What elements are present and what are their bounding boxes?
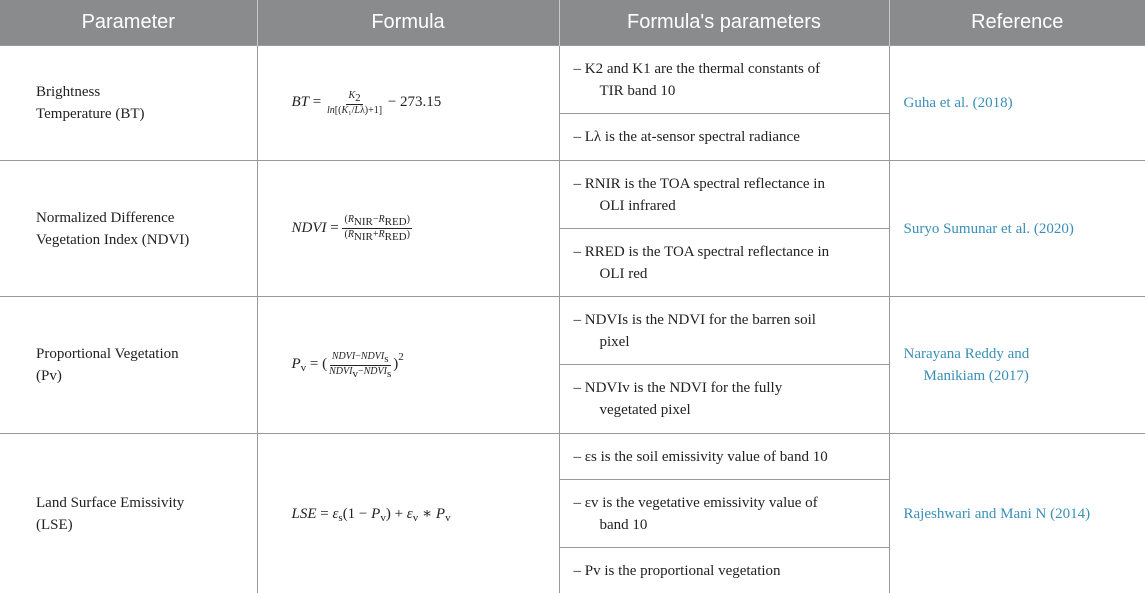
parameter-cell — [0, 297, 257, 434]
table-row — [0, 161, 1145, 297]
param-line: – RNIR is the TOA spectral reflectance in — [574, 173, 879, 195]
parameter-cell — [0, 434, 257, 593]
reference-link[interactable]: Narayana Reddy and — [904, 343, 1145, 365]
formula-ndvi: NDVI = $\frac{\text{(RNIR−RRED)}}{\text{(RNIR+RRED)}}$ — [292, 220, 412, 236]
reference-link[interactable]: Manikiam (2017) — [904, 365, 1145, 387]
header-reference: Reference — [889, 0, 1145, 46]
formula-params-cell — [559, 46, 889, 161]
param-item — [560, 229, 889, 296]
param-line: vegetated pixel — [574, 399, 879, 421]
reference-cell — [889, 161, 1145, 297]
formula-params-cell — [559, 297, 889, 434]
param-item — [560, 114, 889, 160]
parameter-name: Proportional Vegetation — [36, 343, 247, 365]
param-line: – Pv is the proportional vegetation — [574, 560, 879, 582]
param-line: band 10 — [574, 514, 879, 536]
formula-cell — [257, 46, 559, 161]
formula-bt: BT = $\frac{K2}{\text{ln[(K₁/Lλ)+1]}}$ − 273.15 — [292, 94, 442, 110]
formula-cell — [257, 434, 559, 593]
param-line: TIR band 10 — [574, 80, 879, 102]
reference-link[interactable]: Guha et al. (2018) — [904, 95, 1013, 111]
reference-link[interactable]: Rajeshwari and Mani N (2014) — [904, 506, 1091, 522]
table-row — [0, 46, 1145, 161]
reference-cell — [889, 46, 1145, 161]
reference-cell — [889, 297, 1145, 434]
param-item — [560, 46, 889, 114]
parameter-cell — [0, 46, 257, 161]
param-item — [560, 161, 889, 229]
reference-cell — [889, 434, 1145, 593]
header-row — [0, 0, 1145, 46]
formula-pv: $P_v$ = ( $\frac{\text{NDVI−NDVIs}}{\text{NDVIv−NDVIs}}$ )$^2$ — [292, 356, 404, 372]
param-line: – NDVIv is the NDVI for the fully — [574, 377, 879, 399]
param-line: – εv is the vegetative emissivity value of — [574, 492, 879, 514]
parameter-name: Vegetation Index (NDVI) — [36, 229, 247, 251]
param-line: OLI red — [574, 263, 879, 285]
parameter-name: Land Surface Emissivity — [36, 492, 247, 514]
header-parameter: Parameter — [0, 0, 257, 46]
header-formula-parameters: Formula's parameters — [559, 0, 889, 46]
parameter-name: (LSE) — [36, 514, 247, 536]
parameter-name: Brightness — [36, 81, 247, 103]
param-line: pixel — [574, 331, 879, 353]
param-item — [560, 434, 889, 480]
formula-lse: LSE = $\varepsilon_s(1 - P_v) + \varepsilon_v$ ∗ $P_v$ — [292, 506, 451, 522]
parameter-name: Normalized Difference — [36, 207, 247, 229]
param-line: – εs is the soil emissivity value of band 10 — [574, 446, 879, 468]
param-item — [560, 365, 889, 433]
parameter-name: (Pv) — [36, 365, 247, 387]
table-row — [0, 434, 1145, 593]
formula-cell — [257, 297, 559, 434]
formula-params-cell — [559, 161, 889, 297]
param-line: – Lλ is the at-sensor spectral radiance — [574, 126, 879, 148]
formula-params-cell — [559, 434, 889, 593]
param-item — [560, 297, 889, 365]
param-item — [560, 480, 889, 548]
header-formula: Formula — [257, 0, 559, 46]
parameter-name: Temperature (BT) — [36, 103, 247, 125]
formula-cell — [257, 161, 559, 297]
param-line: – RRED is the TOA spectral reflectance in — [574, 241, 879, 263]
param-item — [560, 548, 889, 593]
table-row — [0, 297, 1145, 434]
param-line: – NDVIs is the NDVI for the barren soil — [574, 309, 879, 331]
param-line: OLI infrared — [574, 195, 879, 217]
param-line: – K2 and K1 are the thermal constants of — [574, 58, 879, 80]
reference-link[interactable]: Suryo Sumunar et al. (2020) — [904, 221, 1074, 237]
parameter-cell — [0, 161, 257, 297]
